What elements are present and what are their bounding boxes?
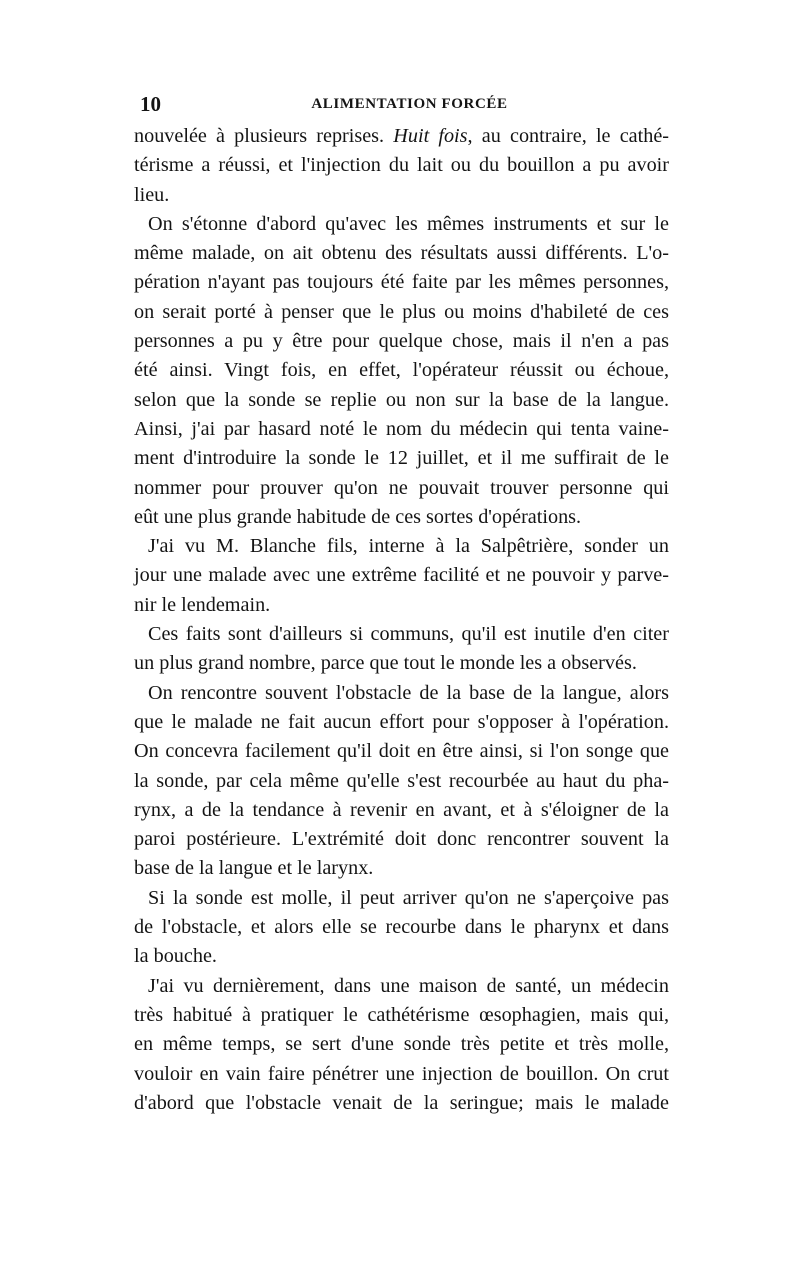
text-segment: la bouche. — [134, 945, 217, 968]
text-line — [134, 239, 669, 268]
text-segment: Ces faits sont d'ailleurs si communs, qu'il est inutile d'en citer — [148, 623, 669, 646]
text-line — [134, 620, 669, 649]
text-segment: de l'obstacle, et alors elle se recourbe dans le pharynx et dans — [134, 916, 669, 939]
text-line — [134, 884, 669, 913]
text-segment: ment d'introduire la sonde le 12 juillet, et il me suffirait de le — [134, 447, 669, 470]
text-segment: on serait porté à penser que le plus ou moins d'habileté de ces — [134, 300, 669, 323]
text-line — [134, 327, 669, 356]
text-line — [134, 386, 669, 415]
text-line — [134, 1089, 669, 1118]
text-segment: base de la langue et le larynx. — [134, 857, 374, 880]
text-line — [134, 415, 669, 444]
text-segment: rynx, a de la tendance à revenir en avant, et à s'éloigner de la — [134, 798, 669, 821]
running-title: ALIMENTATION FORCÉE — [311, 96, 508, 112]
text-segment: jour une malade avec une extrême facilité et ne pouvoir y parve- — [134, 564, 669, 587]
text-line — [134, 474, 669, 503]
text-line — [134, 210, 669, 239]
text-line — [134, 737, 669, 766]
text-segment: nir le lendemain. — [134, 593, 271, 616]
text-segment: térisme a réussi, et l'injection du lait ou du bouillon a pu avoir — [134, 154, 669, 177]
text-line — [134, 679, 669, 708]
text-line — [134, 268, 669, 297]
text-line — [134, 561, 669, 590]
text-line — [134, 356, 669, 385]
text-segment: d'abord que l'obstacle venait de la seringue; mais le malade — [134, 1091, 669, 1114]
text-segment: la sonde, par cela même qu'elle s'est recourbée au haut du pha- — [134, 769, 669, 792]
text-line — [134, 591, 669, 620]
text-segment: , au contraire, le cathé- — [467, 125, 670, 147]
text-segment: On rencontre souvent l'obstacle de la base de la langue, alors — [148, 681, 669, 704]
text-segment: Si la sonde est molle, il peut arriver qu'on ne s'aperçoive pas — [148, 886, 669, 909]
text-segment: lieu. — [134, 183, 170, 206]
text-segment: même malade, on ait obtenu des résultats aussi différents. L'o- — [134, 242, 669, 265]
text-segment: On concevra facilement qu'il doit en être ainsi, si l'on songe que — [134, 740, 669, 763]
text-segment: très habitué à pratiquer le cathétérisme œsophagien, mais qui, — [134, 1003, 669, 1026]
text-line — [134, 1001, 669, 1030]
text-line — [134, 708, 669, 737]
text-line — [134, 122, 669, 151]
text-line — [134, 942, 669, 971]
text-segment: que le malade ne fait aucun effort pour s'opposer à l'opération. — [134, 710, 669, 733]
text-segment: eût une plus grande habitude de ces sortes d'opérations. — [134, 505, 582, 528]
text-line — [134, 181, 669, 210]
text-line — [134, 767, 669, 796]
text-line — [134, 913, 669, 942]
text-segment: nommer pour prouver qu'on ne pouvait trouver personne qui — [134, 476, 669, 499]
text-segment: en même temps, se sert d'une sonde très petite et très molle, — [134, 1033, 669, 1056]
text-line — [134, 854, 669, 883]
text-line — [134, 1030, 669, 1059]
text-segment: paroi postérieure. L'extrémité doit donc rencontrer souvent la — [134, 828, 669, 851]
text-line — [134, 649, 669, 678]
text-line — [134, 796, 669, 825]
text-segment: vouloir en vain faire pénétrer une injection de bouillon. On crut — [134, 1062, 669, 1085]
text-segment: selon que la sonde se replie ou non sur la base de la langue. — [134, 388, 669, 411]
book-page — [134, 92, 669, 1118]
text-line — [134, 532, 669, 561]
text-segment: J'ai vu M. Blanche fils, interne à la Salpêtrière, sonder un — [148, 535, 669, 558]
text-line — [134, 503, 669, 532]
text-line — [134, 972, 669, 1001]
text-line — [134, 444, 669, 473]
text-line — [134, 298, 669, 327]
text-segment: On s'étonne d'abord qu'avec les mêmes instruments et sur le — [148, 212, 669, 235]
page-number: 10 — [140, 92, 161, 116]
text-line — [134, 151, 669, 180]
page-header — [134, 92, 669, 122]
italic-text-segment: Huit fois — [393, 125, 468, 147]
text-segment: nouvelée à plusieurs reprises. — [134, 125, 394, 147]
body-text — [134, 122, 669, 1118]
text-line — [134, 1060, 669, 1089]
text-segment: un plus grand nombre, parce que tout le monde les a observés. — [134, 652, 637, 675]
text-segment: Ainsi, j'ai par hasard noté le nom du médecin qui tenta vaine- — [134, 417, 669, 440]
text-segment: personnes a pu y être pour quelque chose, mais il n'en a pas — [134, 330, 669, 353]
text-segment: été ainsi. Vingt fois, en effet, l'opérateur réussit ou échoue, — [134, 359, 669, 382]
text-segment: pération n'ayant pas toujours été faite par les mêmes personnes, — [134, 271, 669, 294]
text-segment: J'ai vu dernièrement, dans une maison de santé, un médecin — [148, 974, 669, 997]
text-line — [134, 825, 669, 854]
